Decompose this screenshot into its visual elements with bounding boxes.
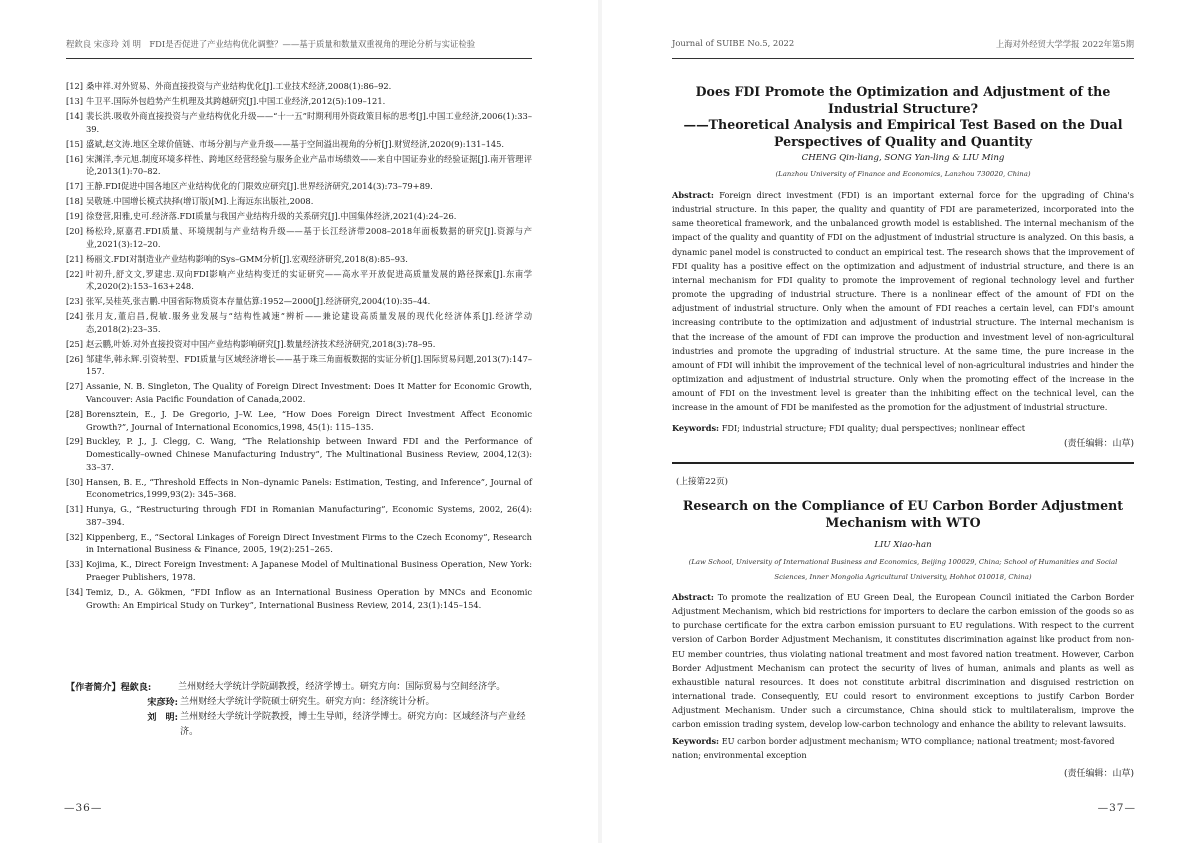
- reference-item: [66, 95, 532, 108]
- reference-item: [66, 138, 532, 151]
- reference-item: [66, 380, 532, 405]
- reference-text: Borensztein, E., J. De Gregorio, J–W. Lee, “How Does Foreign Direct Investment Affect Economic Growth?”, Journal of International Economics,1998, 45(1): 115–135.: [86, 408, 532, 432]
- running-head-journal-cn: 上海对外经贸大学学报 2022年第5期: [995, 39, 1134, 49]
- reference-number: [13]: [66, 95, 84, 106]
- reference-number: [19]: [66, 211, 84, 222]
- reference-list: [66, 80, 532, 614]
- article-author: LIU Xiao-han: [874, 540, 932, 550]
- reference-item: [66, 503, 532, 528]
- reference-number: [26]: [66, 353, 84, 364]
- bio-row: [66, 680, 532, 695]
- page-number: —36—: [64, 802, 103, 814]
- reference-text: 杨松玲,原嘉君.FDI质量、环境规制与产业结构升级——基于长江经济带2008–2018年面板数据的研究[J].资源与产业,2021(3):12–20.: [86, 226, 532, 249]
- reference-item: [66, 153, 532, 178]
- running-head-journal: Journal of SUIBE No.5, 2022: [672, 38, 795, 48]
- reference-item: [66, 408, 532, 433]
- article-title: Does FDI Promote the Optimization and Adjustment of the Industrial Structure? ——Theoretical Analysis and Empirical Test Based on the Dual Perspectives of Quality and Quantity: [683, 84, 1123, 149]
- reference-item: [66, 110, 532, 135]
- bio-heading: 【作者简介】程欽良:: [66, 682, 152, 693]
- reference-item: [66, 531, 532, 556]
- reference-text: 吴敬琏.中国增长模式抉择(增订版)[M].上海远东出版社,2008.: [86, 196, 314, 207]
- reference-text: 桑申祥.对外贸易、外商直接投资与产业结构优化[J].工业技术经济,2008(1):86–92.: [86, 81, 392, 91]
- reference-item: [66, 295, 532, 308]
- article-keywords: Keywords: FDI; industrial structure; FDI quality; dual perspectives; nonlinear effect: [672, 423, 1026, 433]
- reference-text: 徐登营,阳雅,史可.经济落.FDI质量与我国产业结构升级的关系研究[J].中国集体经济,2021(4):24–26.: [86, 211, 457, 222]
- section-separator: [672, 462, 1134, 464]
- reference-item: [66, 80, 532, 93]
- reference-number: [31]: [66, 504, 84, 515]
- bio-row: [66, 695, 532, 710]
- reference-text: 杨丽文.FDI对制造业产业结构影响的Sys–GMM分析[J].宏观经济研究,2018(8):85–93.: [86, 253, 408, 264]
- reference-text: 王静.FDI促进中国各地区产业结构优化的门限效应研究[J].世界经济研究,2014(3):73–79+89.: [86, 181, 433, 192]
- reference-number: [33]: [66, 559, 84, 570]
- reference-number: [14]: [66, 110, 84, 121]
- reference-number: [23]: [66, 296, 84, 307]
- reference-text: Kojima, K., Direct Foreign Investment: A Japanese Model of Multinational Business Operation, New York: Praeger Publishers, 1978.: [86, 559, 532, 582]
- header-rule: [66, 58, 532, 59]
- reference-item: [66, 268, 532, 293]
- reference-number: [20]: [66, 226, 84, 237]
- reference-number: [22]: [66, 268, 84, 279]
- bio-text: 兰州财经大学统计学院教授，博士生导师，经济学博士。研究方向：区域经济与产业经济。: [180, 712, 526, 737]
- article-affiliation: (Lanzhou University of Finance and Economics, Lanzhou 730020, China): [775, 170, 1031, 178]
- page-number: —37—: [1097, 802, 1136, 814]
- editor-credit: (责任编辑：山草): [1063, 439, 1134, 449]
- article-authors: CHENG Qin-liang, SONG Yan-ling & LIU Ming: [801, 153, 1005, 163]
- reference-item: [66, 225, 532, 250]
- bio-text: 兰州财经大学统计学院副教授，经济学博士。研究方向：国际贸易与空间经济学。: [178, 682, 506, 692]
- reference-text: Hunya, G., “Restructuring through FDI in Romanian Manufacturing”, Economic Systems, 2002, 26(4): 387–394.: [86, 504, 532, 527]
- running-head-left: 程欽良 宋彦玲 刘 明 FDI是否促进了产业结构优化调整？——基于质量和数量双重视角的理论分析与实证检验: [66, 39, 476, 49]
- reference-text: 裴长洪.吸收外商直接投资与产业结构优化升级——“十一五”时期利用外资政策目标的思考[J].中国工业经济,2006(1):33–39.: [86, 110, 532, 134]
- reference-text: 张月友,董启昌,倪敏.服务业发展与“结构性减速”辨析——兼论建设高质量发展的现代化经济体系[J].经济学动态,2018(2):23–35.: [86, 311, 532, 334]
- reference-number: [24]: [66, 311, 84, 322]
- reference-text: Hansen, B. E., “Threshold Effects in Non–dynamic Panels: Estimation, Testing, and Inference”, Journal of Econometrics,1999,93(2): 345–368.: [86, 476, 532, 500]
- bio-name: 宋彦玲:: [147, 697, 178, 708]
- reference-number: [21]: [66, 253, 84, 264]
- reference-number: [15]: [66, 138, 84, 149]
- reference-number: [29]: [66, 436, 84, 447]
- reference-text: 盛斌,赵文涛.地区全球价值链、市场分割与产业升级——基于空间溢出视角的分析[J].财贸经济,2020(9):131–145.: [86, 138, 505, 149]
- reference-item: [66, 558, 532, 583]
- continued-note: (上接第22页): [676, 477, 729, 487]
- reference-text: 宋渊洋,李元旭.制度环境多样性、跨地区经营经验与服务企业产品市场绩效——来自中国证券业的经验证据[J].南开管理评论,2013(1):70–82.: [86, 153, 532, 177]
- reference-number: [17]: [66, 181, 84, 192]
- reference-item: [66, 195, 532, 208]
- reference-number: [25]: [66, 338, 84, 349]
- reference-item: [66, 353, 532, 378]
- reference-item: [66, 210, 532, 223]
- reference-item: [66, 253, 532, 266]
- article-abstract: Abstract: Foreign direct investment (FDI) is an important external force for the upgrading of China's industrial structure. In this paper, the quality and quantity of FDI are parameterized, incorporated into the same theoretical framework, and the unbalanced growth model is established. The internal mechanism of the impact of the quality and quantity of FDI on the adjustment of industrial structure is analyzed. On this basis, a dynamic panel model is constructed to conduct an empirical test. The research shows that the improvement of FDI quality has a positive effect on the optimization and adjustment of industrial structure, and there is an internal mechanism for FDI quality to promote the improvement of regional technology level and further promote the upgrading of industrial structure. There is a nonlinear effect of the amount of FDI on the adjustment of industrial structure. Only when the amount of FDI reaches a certain level, can FDI's amount increasing contribute to the optimization and adjustment of industrial structure. The internal mechanism is that the increase of the amount of FDI can improve the production and investment level of non-agricultural industries and promote the upgrading of industrial structure. At the same time, the pure increase in the amount of FDI will inhibit the improvement of the technical level of non-agricultural industries and hinder the optimization and adjustment of industrial structure. Only when the promoting effect of the increase in the amount of FDI on the investment level is greater than the inhibiting effect on the technical level, can the increase in the amount of FDI be manifested as the promotion for the adjustment of industrial structure.: [672, 190, 1134, 413]
- header-rule: [672, 58, 1134, 59]
- article-abstract: Abstract: To promote the realization of EU Green Deal, the European Council initiated the Carbon Border Adjustment Mechanism, which bid restrictions for importers to declare the carbon emission of the goods so as to purchase certificate for the extra carbon emission pursuant to EU regulations. With respect to the current version of Carbon Border Adjustment Mechanism, it constitutes discrimination against like product from non-EU member countries, thus violating national treatment and most favored nation treatment. However, Carbon Border Adjustment Mechanism can protect the security of lives of human, animals and plants as well as exhaustible natural resources. It does not constitute arbitral discrimination and disguised restriction on international trade. Consequently, EU could resort to environment exceptions to justify Carbon Border Adjustment Mechanism. Under such a circumstance, China should stick to multilateralism, improve the carbon emission trading system, develop low-carbon technology and enhance the ability to relevant lawsuits.: [672, 592, 1134, 730]
- reference-text: 邹建华,韩永辉.引资转型、FDI质量与区域经济增长——基于珠三角面板数据的实证分析[J].国际贸易问题,2013(7):147–157.: [86, 353, 532, 377]
- reference-number: [34]: [66, 586, 84, 597]
- reference-text: 张军,吴桂英,张吉鹏.中国省际物质资本存量估算:1952—2000[J].经济研究,2004(10):35–44.: [86, 296, 431, 307]
- bio-text: 兰州财经大学统计学院硕士研究生。研究方向：经济统计分析。: [180, 697, 435, 707]
- reference-number: [32]: [66, 531, 84, 542]
- reference-item: [66, 435, 532, 473]
- reference-text: Assanie, N. B. Singleton, The Quality of Foreign Direct Investment: Does It Matter for Economic Growth, Vancouver: Asia Pacific Foundation of Canada,2002.: [86, 381, 532, 404]
- article-title: Research on the Compliance of EU Carbon Border Adjustment Mechanism with WTO: [682, 498, 1124, 530]
- reference-number: [30]: [66, 476, 84, 487]
- reference-number: [18]: [66, 196, 84, 207]
- reference-text: Buckley, P. J., J. Clegg, C. Wang, “The Relationship between Inward FDI and the Performance of Domestically–owned Chinese Manufacturing Industry”, The Multinational Business Review, 2004,12(3): 33–37.: [86, 436, 532, 472]
- reference-item: [66, 476, 532, 501]
- article-affiliation: (Law School, University of International Business and Economics, Beijing 100029, China; School of Humanities and Social Sciences, Inner Mongolia Agricultural University, Hohhot 010018, China): [688, 558, 1118, 581]
- reference-item: [66, 586, 532, 611]
- reference-number: [16]: [66, 153, 84, 164]
- reference-item: [66, 180, 532, 193]
- reference-text: 叶初升,舒文文,罗建忠.双向FDI影响产业结构变迁的实证研究——高水平开放促进高质量发展的路径探索[J].东南学术,2020(2):153–163+248.: [86, 268, 532, 292]
- author-bios: [66, 680, 532, 740]
- reference-text: 牛卫平.国际外包趋势产生机理及其跨越研究[J].中国工业经济,2012(5):109–121.: [86, 95, 386, 106]
- reference-item: [66, 310, 532, 335]
- reference-text: Kippenberg, E., “Sectoral Linkages of Foreign Direct Investment Firms to the Czech Economy”, Research in International Business & Finance, 2005, 19(2):251–265.: [86, 531, 532, 555]
- editor-credit: (责任编辑：山草): [1063, 769, 1134, 779]
- reference-number: [28]: [66, 408, 84, 419]
- reference-number: [27]: [66, 381, 84, 392]
- reference-text: Temiz, D., A. Gökmen, “FDI Inflow as an International Business Operation by MNCs and Economic Growth: An Empirical Study on Turkey”, International Business Review, 2014, 23(1):145–154.: [86, 586, 532, 610]
- article-keywords: Keywords: EU carbon border adjustment mechanism; WTO compliance; national treatment; most-favored nation; environmental exception: [672, 736, 1115, 760]
- bio-row: [66, 710, 532, 740]
- bio-name: 刘 明:: [147, 712, 178, 723]
- reference-text: 赵云鹏,叶娇.对外直接投资对中国产业结构影响研究[J].数量经济技术经济研究,2018(3):78–95.: [86, 338, 436, 349]
- reference-item: [66, 338, 532, 351]
- reference-number: [12]: [66, 81, 84, 91]
